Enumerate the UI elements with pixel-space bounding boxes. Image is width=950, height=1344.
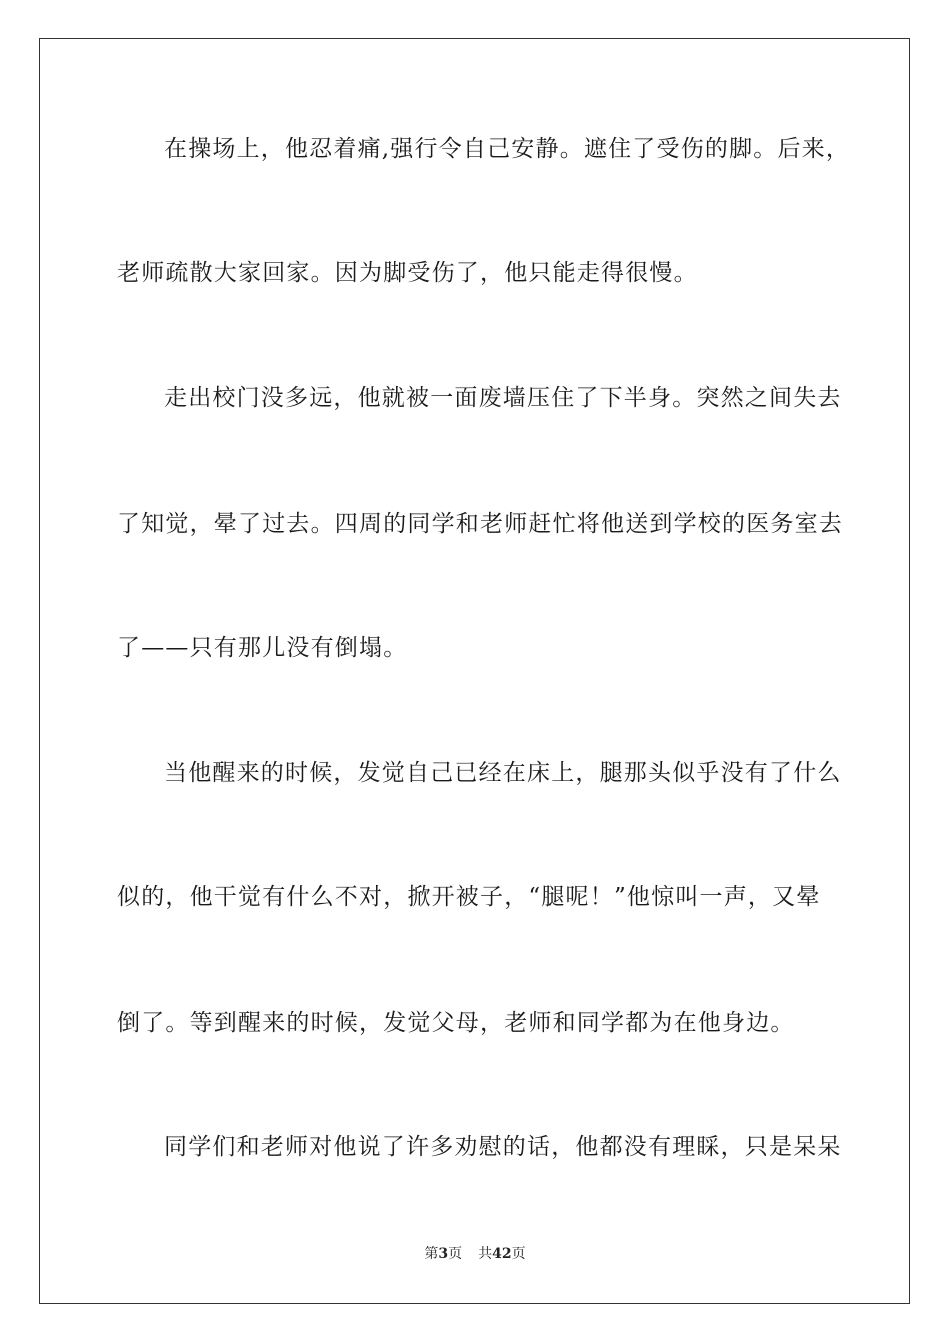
page-label-suffix: 页 — [448, 1246, 463, 1262]
page-border — [39, 38, 910, 1304]
text-line-5: 了——只有那儿没有倒塌。 — [117, 635, 408, 661]
text-line-7: 似的，他干觉有什么不对，掀开被子，“腿呢！”他惊叫一声，又晕 — [117, 884, 821, 910]
text-line-3: 走出校门没多远，他就被一面废墙压住了下半身。突然之间失去 — [164, 385, 842, 411]
total-pages: 42 — [492, 1246, 512, 1262]
total-label-suffix: 页 — [511, 1246, 526, 1262]
text-line-9: 同学们和老师对他说了许多劝慰的话，他都没有理睬，只是呆呆 — [164, 1134, 842, 1160]
text-line-1: 在操场上，他忍着痛,强行令自己安静。遮住了受伤的脚。后来， — [164, 136, 851, 162]
text-line-4: 了知觉，晕了过去。四周的同学和老师赶忙将他送到学校的医务室去 — [117, 511, 843, 537]
page-number: 3 — [438, 1246, 449, 1262]
page-label-prefix: 第 — [424, 1246, 439, 1262]
page-footer — [0, 1244, 950, 1264]
total-label-prefix: 共 — [478, 1246, 493, 1262]
text-line-6: 当他醒来的时候，发觉自己已经在床上，腿那头似乎没有了什么 — [164, 760, 842, 786]
text-line-2: 老师疏散大家回家。因为脚受伤了，他只能走得很慢。 — [117, 260, 698, 286]
text-line-8: 倒了。等到醒来的时候，发觉父母，老师和同学都为在他身边。 — [117, 1010, 795, 1036]
